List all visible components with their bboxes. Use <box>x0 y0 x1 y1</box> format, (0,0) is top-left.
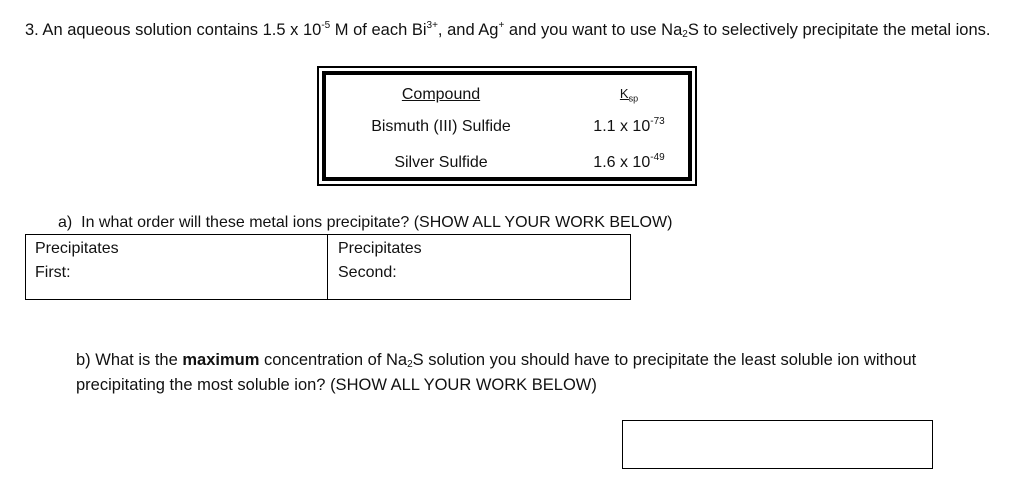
part-b-question <box>76 348 976 398</box>
silver-charge: + <box>498 20 505 31</box>
part-b-text: concentration of Na <box>259 351 408 369</box>
compound-name: Silver Sulfide <box>394 154 488 171</box>
question-text-part: 3. An aqueous solution contains 1.5 x 10 <box>25 21 322 39</box>
precipitates-first-field[interactable] <box>26 235 328 299</box>
precipitates-second-field[interactable] <box>328 235 630 299</box>
precipitates-second-label: Second: <box>338 264 397 281</box>
ksp-value <box>574 118 684 136</box>
ksp-exponent: -73 <box>650 116 665 127</box>
sodium-subscript: 2 <box>682 29 688 40</box>
ksp-base: 1.1 x 10 <box>593 118 651 135</box>
ksp-value <box>574 154 684 172</box>
question-text-part: and you want to use Na <box>504 21 683 39</box>
header-ksp-sub: sp <box>628 93 639 104</box>
precipitates-first-label: Precipitates <box>35 240 119 257</box>
compound-name: Bismuth (III) Sulfide <box>371 118 511 135</box>
part-b-text: S solution you should have to precipitate the least soluble ion without precipitating the most soluble ion? (SHOW ALL YOUR WORK BELOW) <box>76 351 917 394</box>
ksp-table <box>317 66 697 186</box>
part-b-bold: maximum <box>182 351 260 369</box>
bismuth-charge: 3+ <box>426 20 438 31</box>
ksp-exponent: -49 <box>650 152 665 163</box>
header-compound: Compound <box>401 86 481 103</box>
precipitation-order-box <box>25 234 631 300</box>
precipitates-second-label: Precipitates <box>338 240 422 257</box>
question-text <box>25 18 1005 43</box>
ksp-base: 1.6 x 10 <box>593 154 651 171</box>
exponent: -5 <box>321 20 331 31</box>
header-ksp <box>574 86 684 104</box>
question-text-part: S to selectively precipitate the metal ions. <box>687 21 991 39</box>
precipitates-first-label: First: <box>35 264 71 281</box>
part-a-question: a) In what order will these metal ions precipitate? (SHOW ALL YOUR WORK BELOW) <box>58 214 673 231</box>
sodium-subscript: 2 <box>407 359 413 370</box>
header-ksp-k: K <box>619 86 629 101</box>
question-text-part: , and Ag <box>437 21 499 39</box>
part-b-text: b) What is the <box>76 351 183 369</box>
ksp-table-inner <box>322 71 692 181</box>
answer-box[interactable] <box>622 420 933 469</box>
question-text-part: M of each Bi <box>330 21 427 39</box>
